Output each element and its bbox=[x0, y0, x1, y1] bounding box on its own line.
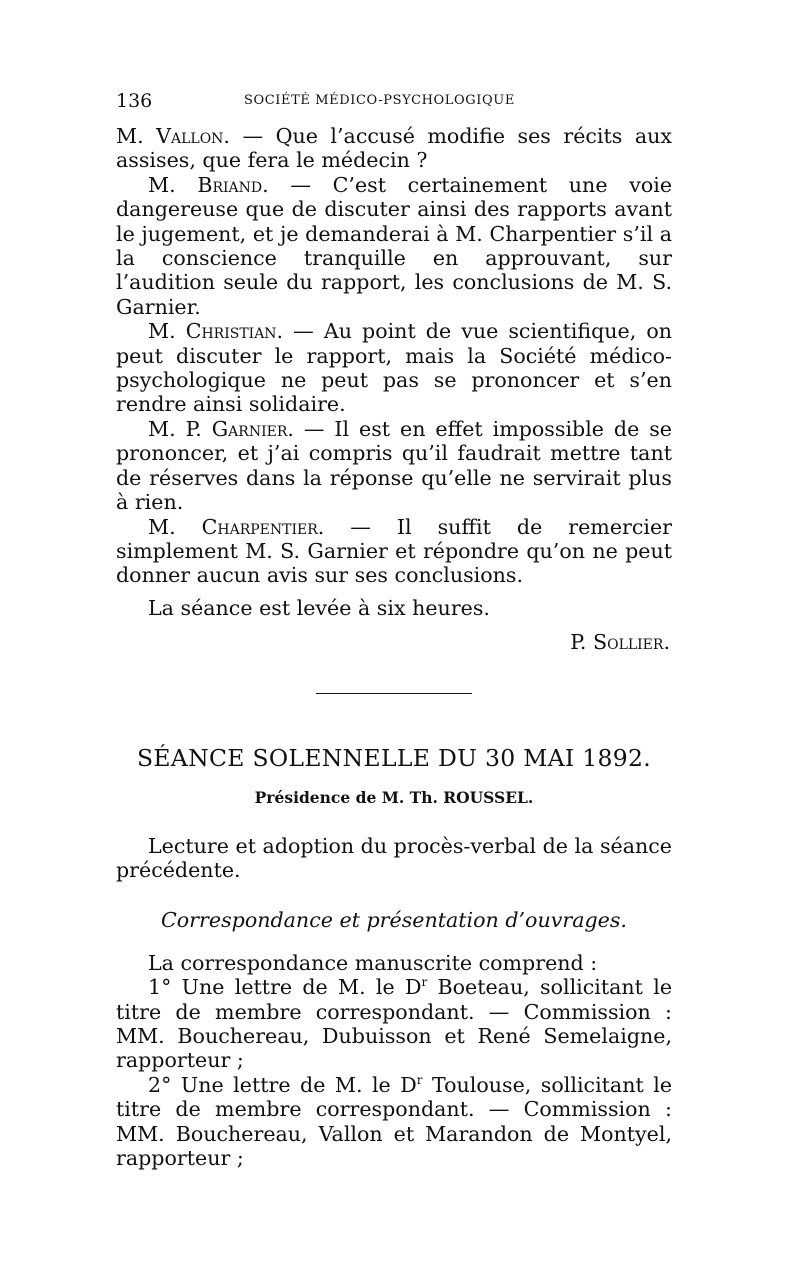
debate-paragraph bbox=[116, 173, 672, 319]
speech-text: — Il est en effet impossible de se prononcer, et j’ai compris qu’il faudrait mettre tant de réserves dans la réponse qu’elle ne servirait plus à rien. bbox=[116, 416, 672, 515]
page-number: 136 bbox=[116, 90, 153, 112]
speaker-name: M. Christian. bbox=[148, 319, 284, 344]
correspondence-item bbox=[116, 975, 672, 1073]
correspondence-item bbox=[116, 1073, 672, 1171]
item-superscript: r bbox=[416, 1072, 423, 1087]
session-title: SÉANCE SOLENNELLE DU 30 MAI 1892. bbox=[136, 743, 652, 772]
item-text: Une lettre de M. le D bbox=[171, 975, 422, 1000]
signature: P. Sollier. bbox=[570, 630, 670, 655]
speaker-name: M. P. Garnier. bbox=[148, 416, 294, 441]
section-heading: Correspondance et présentation d’ouvrages. bbox=[161, 908, 627, 933]
closing-line: La séance est levée à six heures. bbox=[148, 595, 490, 620]
speech-text: — C’est certainement une voie dangereuse que de discuter ainsi des rapports avant le jugement, et je demanderai à M. Charpentier s’il a la conscience tranquille en approuvant, sur l’audition seule du rapport, les conclusions de M. S. Garnier. bbox=[116, 172, 673, 319]
speaker-name: M. Charpentier. bbox=[148, 514, 325, 539]
item-text: Une lettre de M. le D bbox=[171, 1072, 417, 1097]
presidency-line: Présidence de M. Th. ROUSSEL. bbox=[254, 787, 534, 807]
page-body bbox=[116, 124, 672, 1170]
item-number: 2° bbox=[148, 1072, 172, 1097]
speech-text: — Il suffit de remercier simplement M. S. Garnier et répondre qu’on ne peut donner aucun avis sur ses conclusions. bbox=[116, 514, 672, 588]
item-text: Toulouse, sollicitant le titre de membre correspondant. — Commission : MM. Bouchereau, Vallon et Marandon de Montyel, rapporteur ; bbox=[116, 1072, 673, 1170]
page-header bbox=[116, 90, 676, 116]
speech-text: — Au point de vue scientifique, on peut discuter le rapport, mais la Société médico-psychologique ne peut pas se prononcer et s’en rendre ainsi solidaire. bbox=[116, 319, 672, 417]
correspondence-intro: La correspondance manuscrite comprend : bbox=[148, 950, 598, 975]
lecture-paragraph: Lecture et adoption du procès-verbal de la séance précédente. bbox=[116, 833, 672, 882]
running-title: SOCIÉTÉ MÉDICO-PSYCHOLOGIQUE bbox=[244, 93, 515, 108]
item-superscript: r bbox=[421, 975, 428, 990]
debate-paragraph bbox=[116, 319, 672, 417]
speech-text: — Que l’accusé modifie ses récits aux assises, que fera le médecin ? bbox=[116, 124, 672, 173]
section-divider bbox=[316, 693, 472, 694]
debate-paragraph bbox=[116, 515, 672, 588]
speaker-name: M. Briand. bbox=[148, 172, 269, 197]
item-text: Boeteau, sollicitant le titre de membre correspondant. — Commission : MM. Bouchereau, Dubuisson et René Semelaigne, rapporteur ; bbox=[116, 975, 673, 1073]
speaker-name: M. Vallon. bbox=[116, 124, 230, 148]
debate-paragraph bbox=[116, 417, 672, 515]
debate-paragraph bbox=[116, 124, 672, 173]
item-number: 1° bbox=[148, 975, 172, 1000]
